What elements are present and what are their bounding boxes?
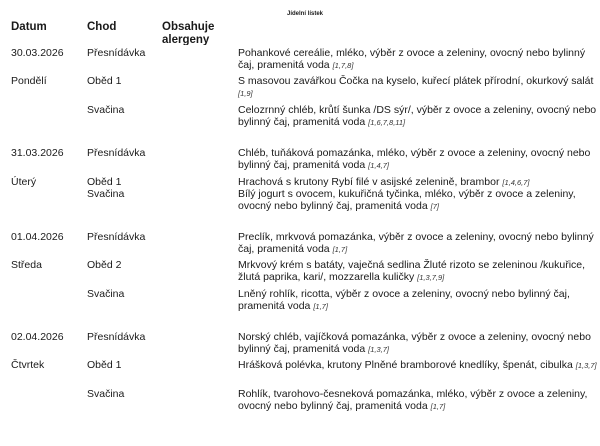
meal-description bbox=[238, 147, 600, 172]
day-weekday: Pondělí bbox=[11, 75, 47, 87]
day-weekday: Čtvrtek bbox=[11, 359, 45, 371]
meal-allergens: [1,4,7] bbox=[368, 161, 390, 170]
meal-allergens: [1,9] bbox=[238, 89, 253, 98]
meal-course: Svačina bbox=[87, 288, 125, 300]
meal-description bbox=[238, 231, 600, 256]
meal-description bbox=[238, 259, 600, 284]
day-date: 31.03.2026 bbox=[11, 147, 64, 159]
meal-course: Svačina bbox=[87, 388, 125, 400]
meal-allergens: [1,7] bbox=[313, 302, 328, 311]
meal-course: Svačina bbox=[87, 104, 125, 116]
meal-description bbox=[238, 47, 600, 72]
meal-allergens: [1,7,8] bbox=[332, 61, 354, 70]
meal-allergens: [1,3,7] bbox=[575, 361, 597, 370]
meal-course: Přesnídávka bbox=[87, 331, 146, 343]
meal-text: Rohlík, tvarohovo-česneková pomazánka, mléko, výběr z ovoce a zeleniny, ovocný nebo bylinný čaj, pramenitá voda bbox=[238, 388, 588, 412]
day-date: 30.03.2026 bbox=[11, 47, 64, 59]
meal-description bbox=[238, 188, 600, 213]
meal-description bbox=[238, 359, 600, 372]
meal-course: Oběd 2 bbox=[87, 259, 122, 271]
meal-course: Oběd 1 bbox=[87, 359, 122, 371]
meal-text: Bílý jogurt s ovocem, kukuřičná tyčinka, mléko, výběr z ovoce a zeleniny, ovocný nebo bylinný čaj, pramenitá voda bbox=[238, 188, 576, 212]
document-title: Jídelní lístek bbox=[287, 11, 324, 17]
meal-course: Přesnídávka bbox=[87, 231, 146, 243]
meal-allergens: [1,7] bbox=[430, 402, 446, 411]
meal-text: Mrkvový krém s batáty, vaječná sedlina Žluté rizoto se zeleninou /kukuřice, žlutá paprika, kari/, mozzarella kuličky bbox=[238, 259, 586, 283]
meal-allergens: [1,3,7,9] bbox=[417, 273, 445, 282]
meal-allergens: [1,6,7,8,11] bbox=[368, 118, 406, 127]
meal-allergens: [1,7] bbox=[332, 245, 348, 254]
meal-course: Přesnídávka bbox=[87, 147, 146, 159]
header-course: Chod bbox=[87, 21, 117, 33]
meal-text: S masovou zavářkou Čočka na kyselo, kuřecí plátek přírodní, okurkový salát bbox=[238, 75, 594, 87]
meal-text: Preclík, mrkvová pomazánka, výběr z ovoce a zeleniny, ovocný nebo bylinný čaj, pramenitá voda bbox=[238, 231, 594, 255]
meal-text: Hrášková polévka, krutony Plněné bramborové knedlíky, špenát, cibulka bbox=[238, 359, 573, 371]
meal-text: Celozrnný chléb, krůtí šunka /DS sýr/, výběr z ovoce a zeleniny, ovocný nebo bylinný čaj, pramenitá voda bbox=[238, 104, 597, 128]
meal-description bbox=[238, 331, 600, 356]
meal-description bbox=[238, 104, 600, 129]
meal-course: Oběd 1 bbox=[87, 75, 122, 87]
day-date: 02.04.2026 bbox=[11, 331, 64, 343]
meal-text: Lněný rohlík, ricotta, výběr z ovoce a zeleniny, ovocný nebo bylinný čaj, pramenitá voda bbox=[238, 288, 570, 312]
meal-allergens: [1,4,6,7] bbox=[502, 178, 530, 187]
header-date: Datum bbox=[11, 21, 47, 33]
day-weekday: Úterý bbox=[11, 176, 37, 188]
meal-allergens: [7] bbox=[430, 202, 439, 211]
day-date: 01.04.2026 bbox=[11, 231, 64, 243]
meal-description bbox=[238, 388, 600, 413]
meal-description bbox=[238, 288, 600, 313]
meal-text: Chléb, tuňáková pomazánka, mléko, výběr z ovoce a zeleniny, ovocný nebo bylinný čaj, pramenitá voda bbox=[238, 147, 591, 171]
day-weekday: Středa bbox=[11, 259, 42, 271]
meal-course: Přesnídávka bbox=[87, 47, 146, 59]
meal-description bbox=[238, 75, 600, 100]
meal-course: Oběd 1 bbox=[87, 176, 122, 188]
meal-course: Svačina bbox=[87, 188, 125, 200]
header-allergens: Obsahuje alergeny bbox=[162, 21, 215, 45]
meal-text: Pohankové cereálie, mléko, výběr z ovoce a zeleniny, ovocný nebo bylinný čaj, pramenitá voda bbox=[238, 47, 586, 71]
meal-text: Hrachová s krutony Rybí filé v asijské zelenině, brambor bbox=[238, 176, 500, 188]
meal-allergens: [1,3,7] bbox=[368, 345, 390, 354]
meal-text: Norský chléb, vajíčková pomazánka, výběr z ovoce a zeleniny, ovocný nebo bylinný čaj, pramenitá voda bbox=[238, 331, 591, 355]
